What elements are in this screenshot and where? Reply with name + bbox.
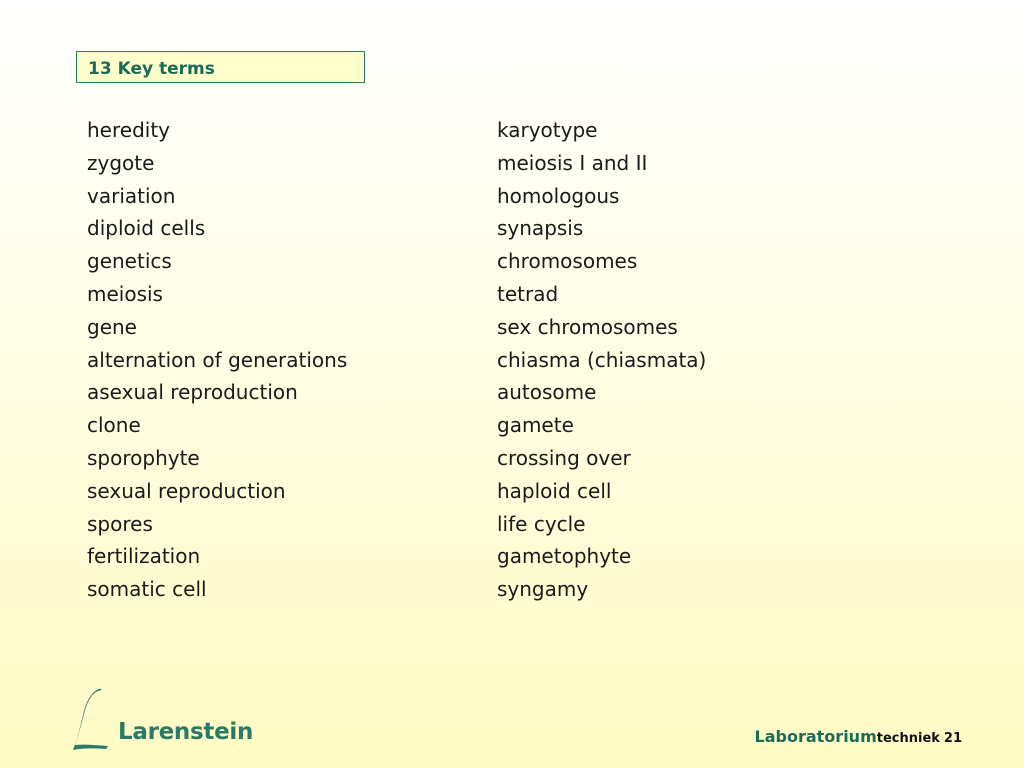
term-item: syngamy [497, 577, 589, 602]
term-item: zygote [87, 150, 155, 175]
term-item: life cycle [497, 511, 586, 536]
term-item: chromosomes [497, 249, 638, 274]
term-item: autosome [497, 380, 597, 405]
term-item: tetrad [497, 281, 559, 306]
term-item: asexual reproduction [87, 380, 298, 405]
term-item: gamete [497, 413, 574, 438]
term-item: clone [87, 413, 141, 438]
term-item: homologous [497, 183, 620, 208]
term-item: gametophyte [497, 544, 632, 569]
footer-course-main: Laboratorium [754, 727, 877, 746]
term-item: haploid cell [497, 478, 612, 503]
term-item: variation [87, 183, 176, 208]
term-item: alternation of generations [87, 347, 348, 372]
logo-wordmark: Larenstein [118, 719, 254, 745]
page-number: 21 [943, 731, 962, 746]
term-item: gene [87, 314, 137, 339]
term-item: spores [87, 511, 153, 536]
term-item: chiasma (chiasmata) [497, 347, 707, 372]
terms-list-right [497, 117, 706, 609]
slide-title: 13 Key terms [88, 59, 215, 79]
term-item: meiosis [87, 281, 163, 306]
footer-course-sub: techniek [876, 731, 940, 746]
term-item: diploid cells [87, 216, 206, 241]
term-item: fertilization [87, 544, 201, 569]
larenstein-l-icon [72, 688, 118, 752]
term-item: somatic cell [87, 577, 207, 602]
term-item: crossing over [497, 445, 631, 470]
terms-list-left [87, 117, 347, 609]
term-item: genetics [87, 249, 172, 274]
larenstein-logo [72, 688, 252, 752]
term-item: synapsis [497, 216, 584, 241]
term-item: karyotype [497, 118, 598, 142]
title-box [76, 51, 365, 83]
term-item: sporophyte [87, 445, 200, 470]
slide-footer [755, 727, 962, 746]
term-item: meiosis I and II [497, 150, 648, 175]
term-item: sexual reproduction [87, 478, 286, 503]
term-item: sex chromosomes [497, 314, 678, 339]
term-item: heredity [87, 118, 170, 142]
